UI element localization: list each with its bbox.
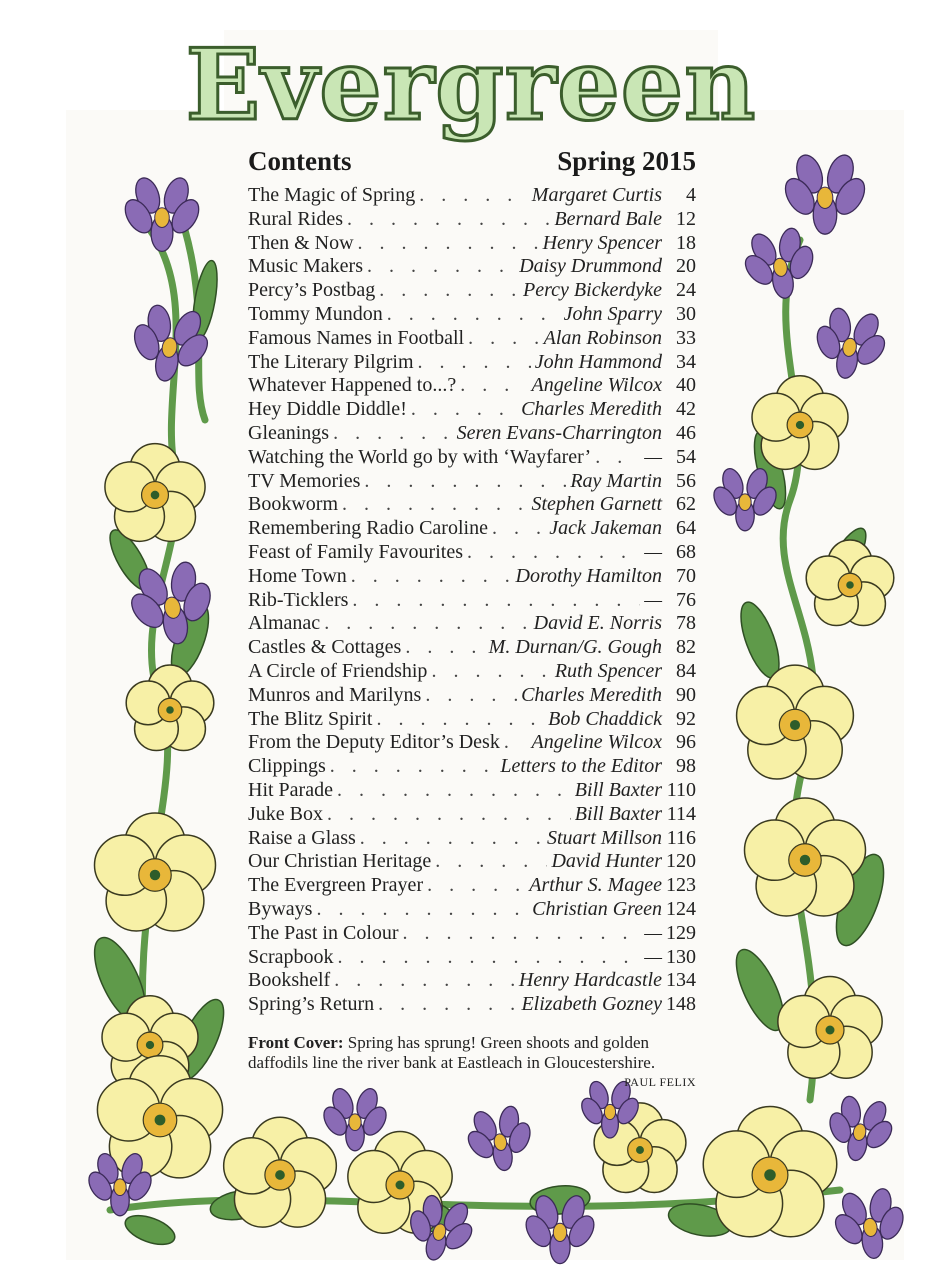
entry-page-number: 116	[666, 826, 696, 849]
dot-leader	[367, 255, 515, 279]
contents-heading	[248, 146, 696, 182]
entry-author: Ray Martin	[570, 469, 662, 492]
dot-leader	[351, 565, 512, 589]
dot-leader	[342, 493, 527, 517]
contents-entry	[248, 708, 696, 732]
entry-author: Percy Bickerdyke	[523, 279, 662, 302]
entry-page-number: 42	[676, 398, 696, 421]
contents-entry	[248, 446, 696, 470]
entry-title: Juke Box	[248, 802, 323, 825]
primrose-icon	[126, 665, 214, 750]
dot-leader	[403, 922, 641, 946]
entry-title: From the Deputy Editor’s Desk	[248, 731, 500, 754]
entry-author: Christian Green	[532, 897, 662, 920]
primrose-icon	[745, 798, 866, 916]
entry-title: Hey Diddle Diddle!	[248, 398, 407, 421]
entry-title: Bookworm	[248, 493, 338, 516]
entry-title: Castles & Cottages	[248, 636, 402, 659]
contents-list	[248, 184, 696, 1017]
entry-title: Bookshelf	[248, 969, 331, 992]
entry-author: Dorothy Hamilton	[515, 564, 662, 587]
contents-entry	[248, 208, 696, 232]
contents-entry	[248, 422, 696, 446]
contents-label: Contents	[248, 146, 352, 176]
contents-entry	[248, 684, 696, 708]
dot-leader	[504, 731, 528, 755]
entry-author: Bernard Bale	[554, 207, 662, 230]
entry-title: TV Memories	[248, 469, 361, 492]
entry-author: Stephen Garnett	[531, 493, 662, 516]
entry-author: Charles Meredith	[521, 683, 662, 706]
dot-leader	[492, 517, 545, 541]
entry-author: Jack Jakeman	[549, 517, 662, 540]
entry-author: Daisy Drummond	[519, 255, 662, 278]
entry-title: Almanac	[248, 612, 321, 635]
entry-title: Tommy Mundon	[248, 302, 383, 325]
entry-title: Watching the World go by with ‘Wayfarer’	[248, 445, 592, 468]
contents-entry	[248, 470, 696, 494]
entry-page-number: 34	[676, 350, 696, 373]
dot-leader	[324, 612, 529, 636]
entry-title: Whatever Happened to...?	[248, 374, 457, 397]
entry-page-number: 130	[666, 945, 696, 968]
contents-entry	[248, 731, 696, 755]
contents-entry	[248, 184, 696, 208]
entry-title: Munros and Marilyns	[248, 683, 422, 706]
entry-page-number: 56	[676, 469, 696, 492]
contents-entry	[248, 351, 696, 375]
entry-title: Rib-Ticklers	[248, 588, 349, 611]
contents-entry	[248, 589, 696, 613]
entry-author: Bob Chaddick	[548, 707, 662, 730]
entry-page-number: 24	[676, 279, 696, 302]
contents-entry	[248, 969, 696, 993]
contents-entry	[248, 279, 696, 303]
entry-author: John Sparry	[563, 302, 662, 325]
entry-page-number: 18	[676, 231, 696, 254]
contents-panel	[248, 146, 696, 1090]
entry-author: Alan Robinson	[543, 326, 662, 349]
entry-title: Hit Parade	[248, 778, 333, 801]
violet-icon	[780, 152, 871, 235]
dot-leader	[334, 969, 515, 993]
entry-page-number: 114	[666, 802, 696, 825]
dot-leader	[347, 208, 550, 232]
dot-leader	[378, 993, 517, 1017]
dot-leader	[460, 374, 527, 398]
dot-leader	[333, 422, 453, 446]
entry-title: The Evergreen Prayer	[248, 874, 424, 897]
primrose-icon	[737, 665, 854, 779]
entry-page-number: 30	[676, 302, 696, 325]
entry-page-number: 123	[666, 874, 696, 897]
entry-author: Stuart Millson	[546, 826, 662, 849]
entry-page-number: 134	[666, 969, 696, 992]
entry-page-number: 148	[666, 993, 696, 1016]
contents-entry	[248, 636, 696, 660]
contents-entry	[248, 374, 696, 398]
entry-page-number: 96	[676, 731, 696, 754]
contents-entry	[248, 541, 696, 565]
entry-page-number: 33	[676, 326, 696, 349]
dot-leader	[425, 684, 517, 708]
dot-leader	[330, 755, 497, 779]
entry-author: —	[644, 921, 662, 944]
dot-leader	[337, 779, 571, 803]
dot-leader	[595, 446, 640, 470]
entry-author: David E. Norris	[533, 612, 662, 635]
entry-title: The Magic of Spring	[248, 184, 416, 206]
entry-author: Ruth Spencer	[554, 659, 662, 682]
entry-page-number: 20	[676, 255, 696, 278]
contents-entry	[248, 850, 696, 874]
entry-author: Letters to the Editor	[500, 755, 662, 778]
entry-title: Music Makers	[248, 255, 363, 278]
primrose-icon	[95, 813, 216, 931]
dot-leader	[435, 850, 547, 874]
contents-entry	[248, 255, 696, 279]
entry-title: The Blitz Spirit	[248, 707, 373, 730]
entry-title: The Literary Pilgrim	[248, 350, 414, 373]
entry-author: —	[644, 945, 662, 968]
front-cover-label: Front Cover:	[248, 1032, 344, 1052]
entry-author: Bill Baxter	[574, 778, 662, 801]
entry-author: John Hammond	[534, 350, 662, 373]
entry-author: Henry Hardcastle	[518, 969, 662, 992]
contents-entry	[248, 232, 696, 256]
entry-title: A Circle of Friendship	[248, 659, 428, 682]
entry-page-number: 120	[666, 850, 696, 873]
entry-page-number: 68	[676, 540, 696, 563]
entry-title: Famous Names in Football	[248, 326, 465, 349]
primrose-icon	[778, 977, 882, 1079]
entry-author: —	[644, 445, 662, 468]
entry-title: Scrapbook	[248, 945, 334, 968]
contents-entry	[248, 755, 696, 779]
dot-leader	[431, 660, 550, 684]
front-cover-text: Spring has sprung! Green shoots and golden daffodils line the river bank at Eastleach in Gloucestershire.	[248, 1032, 656, 1072]
entry-title: Percy’s Postbag	[248, 279, 376, 302]
entry-title: Rural Rides	[248, 207, 343, 230]
entry-page-number: 76	[676, 588, 696, 611]
dot-leader	[467, 541, 640, 565]
dot-leader	[364, 470, 566, 494]
masthead-title: Evergreen	[185, 27, 757, 143]
entry-page-number: 98	[676, 755, 696, 778]
contents-entry	[248, 493, 696, 517]
entry-title: Remembering Radio Caroline	[248, 517, 488, 540]
dot-leader	[411, 398, 517, 422]
entry-title: Feast of Family Favourites	[248, 540, 463, 563]
entry-page-number: 129	[666, 921, 696, 944]
entry-page-number: 40	[676, 374, 696, 397]
entry-title: Clippings	[248, 755, 326, 778]
primrose-icon	[752, 376, 848, 470]
entry-page-number: 124	[666, 897, 696, 920]
entry-title: Spring’s Return	[248, 993, 375, 1016]
entry-author: Arthur S. Magee	[529, 874, 662, 897]
violet-icon	[826, 1183, 913, 1264]
entry-page-number: 46	[676, 421, 696, 444]
entry-author: M. Durnan/G. Gough	[488, 636, 662, 659]
primrose-icon	[105, 444, 205, 542]
entry-page-number: 78	[676, 612, 696, 635]
dot-leader	[419, 184, 528, 208]
entry-page-number: 110	[666, 778, 696, 801]
dot-leader	[376, 708, 544, 732]
entry-author: —	[644, 588, 662, 611]
entry-author: Henry Spencer	[542, 231, 662, 254]
dot-leader	[358, 232, 539, 256]
entry-author: David Hunter	[551, 850, 662, 873]
dot-leader	[427, 874, 525, 898]
dot-leader	[316, 898, 528, 922]
entry-author: Angeline Wilcox	[531, 374, 662, 397]
front-cover-caption	[248, 1033, 696, 1073]
dot-leader	[327, 803, 571, 827]
violet-icon	[120, 175, 204, 252]
entry-page-number: 54	[676, 445, 696, 468]
entry-page-number: 84	[676, 659, 696, 682]
entry-title: Home Town	[248, 564, 347, 587]
contents-entry	[248, 922, 696, 946]
dot-leader	[352, 589, 640, 613]
entry-page-number: 92	[676, 707, 696, 730]
contents-entry	[248, 612, 696, 636]
contents-entry	[248, 327, 696, 351]
entry-title: Our Christian Heritage	[248, 850, 432, 873]
contents-entry	[248, 803, 696, 827]
contents-entry	[248, 303, 696, 327]
entry-title: Then & Now	[248, 231, 354, 254]
contents-entry	[248, 398, 696, 422]
dot-leader	[338, 946, 641, 970]
contents-entry	[248, 827, 696, 851]
entry-page-number: 70	[676, 564, 696, 587]
issue-label: Spring 2015	[557, 146, 696, 176]
contents-entry	[248, 660, 696, 684]
entry-page-number: 90	[676, 683, 696, 706]
entry-author: Angeline Wilcox	[531, 731, 662, 754]
contents-entry	[248, 565, 696, 589]
contents-entry	[248, 946, 696, 970]
primrose-icon	[806, 540, 894, 625]
entry-author: Seren Evans-Charrington	[456, 421, 662, 444]
contents-entry	[248, 779, 696, 803]
violet-icon	[735, 222, 824, 305]
contents-entry	[248, 898, 696, 922]
entry-author: Elizabeth Gozney	[521, 993, 662, 1016]
entry-page-number: 64	[676, 517, 696, 540]
entry-page-number: 4	[686, 184, 696, 206]
dot-leader	[418, 351, 531, 375]
primrose-icon	[224, 1117, 337, 1227]
dot-leader	[360, 827, 543, 851]
violet-icon	[459, 1100, 541, 1176]
contents-entry	[248, 993, 696, 1017]
primrose-icon	[703, 1107, 837, 1237]
entry-title: The Past in Colour	[248, 921, 399, 944]
entry-author: Margaret Curtis	[531, 184, 662, 206]
dot-leader	[379, 279, 519, 303]
dot-leader	[405, 636, 484, 660]
contents-entry	[248, 874, 696, 898]
contents-entry	[248, 517, 696, 541]
entry-title: Raise a Glass	[248, 826, 356, 849]
entry-title: Byways	[248, 897, 313, 920]
entry-author: Bill Baxter	[574, 802, 662, 825]
entry-author: Charles Meredith	[521, 398, 662, 421]
photo-credit: PAUL FELIX	[624, 1074, 696, 1089]
entry-author: —	[644, 540, 662, 563]
violet-icon	[806, 302, 895, 385]
entry-page-number: 62	[676, 493, 696, 516]
entry-page-number: 12	[676, 207, 696, 230]
dot-leader	[387, 303, 560, 327]
entry-title: Gleanings	[248, 421, 330, 444]
leaf-icon	[121, 1210, 178, 1250]
entry-page-number: 82	[676, 636, 696, 659]
dot-leader	[468, 327, 540, 351]
